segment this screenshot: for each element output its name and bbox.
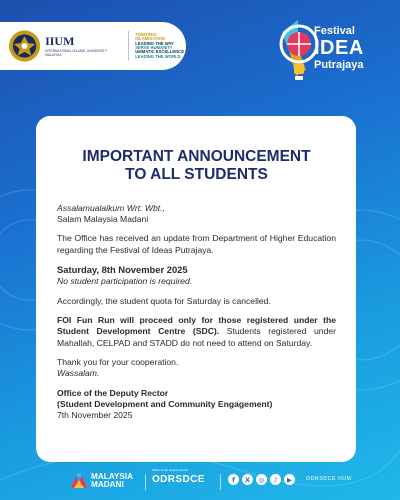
wassalam-line: Wassalam. [57,368,100,379]
signature-date: 7th November 2025 [57,410,133,421]
madani-emblem-icon [70,472,88,490]
festival-wordmark [314,26,364,71]
quota-paragraph: Accordingly, the student quota for Saturday is cancelled. [57,295,271,306]
intro-paragraph: The Office has received an update from Department of Higher Education regarding the Festival of Ideas Putrajaya. [57,233,336,255]
tagline-line: SERVE HUMANITY [135,45,173,50]
closing-paragraph [57,357,336,380]
malaysia-madani-logo [70,472,133,490]
office-division: (Student Development and Community Engagement) [57,399,273,410]
announcement-title [57,148,336,185]
youtube-icon[interactable]: ▶ [284,474,295,485]
social-handle: ODRSDCE IIUM [306,476,352,482]
fun-run-detail: Students registered under Mahallah, CELPAD and STADD do not need to attend on Saturday. [57,326,336,348]
tagline-line: LEADING THE WAY [135,40,174,46]
iium-wordmark [41,35,122,57]
footer-bar [0,466,400,500]
odrsdce-logo [152,469,205,485]
thanks-line: Thank you for your cooperation. [57,357,179,368]
x-icon[interactable]: X [242,474,253,485]
university-tagline [135,33,186,59]
tagline-line: TOWARDS ISLAMISATION [135,31,165,42]
signature-block [57,388,336,422]
date-note: No student participation is required. [57,276,193,287]
header-logo-card [0,22,186,70]
festival-location-label: Putrajaya [314,59,364,71]
greeting-madani: Salam Malaysia Madani [57,213,149,224]
office-name: Office of the Deputy Rector [57,387,169,398]
odr-name: ODRSDCE [152,474,205,485]
facebook-icon[interactable]: f [228,474,239,485]
tiktok-icon[interactable]: ♪ [270,474,281,485]
madani-line-2: MADANI [91,480,124,489]
footer-divider [220,474,221,490]
iium-name: IIUM [45,34,75,48]
tagline-line: LEADING THE WORLD [135,53,181,59]
footer-divider [145,474,146,490]
saturday-notice [57,264,336,288]
title-line-2: TO ALL STUDENTS [125,166,268,184]
iium-emblem-icon [8,29,41,63]
announcement-card [36,116,356,462]
festival-label: Festival [314,25,355,37]
greeting [57,203,336,226]
tagline-line: UMMATIC EXCELLENCE [135,49,184,55]
madani-text [91,473,133,489]
title-line-1: IMPORTANT ANNOUNCEMENT [82,148,311,165]
festival-idea-label: IDEA [314,37,364,59]
iium-subtitle: INTERNATIONAL ISLAMIC UNIVERSITY MALAYSIA [45,49,108,57]
social-links [228,474,295,485]
greeting-salam: Assalamualaikum Wrt. Wbt., [57,202,165,213]
fun-run-paragraph [57,315,336,349]
fun-run-highlight: FOI Fun Run will proceed only for those registered under the Student Development Centre (SDC). [57,315,336,337]
madani-line-1: MALAYSIA [91,472,134,482]
date-heading: Saturday, 8th November 2025 [57,263,188,275]
instagram-icon[interactable]: ◎ [256,474,267,485]
odr-small-text: Office of the Deputy Rector [152,468,189,472]
logo-divider [128,31,129,61]
